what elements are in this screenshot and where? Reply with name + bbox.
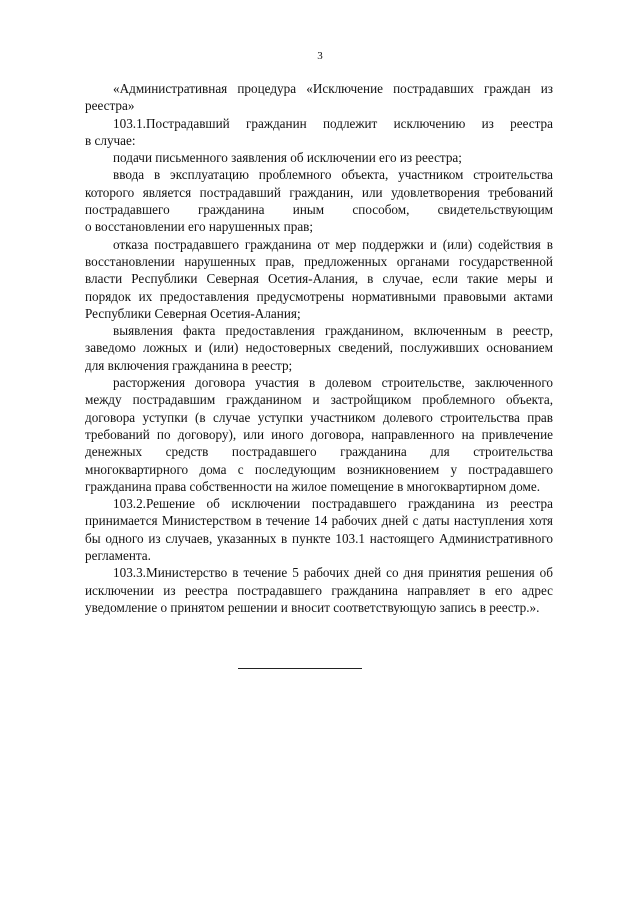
paragraph-line: 103.3.Министерство в течение 5 рабочих дней со дня принятия решения об [113,565,553,581]
paragraph-line: регламента. [85,548,151,564]
paragraph [85,80,553,115]
paragraph-line: для включения гражданина в реестр; [85,357,293,373]
paragraph-line: отказа пострадавшего гражданина от мер поддержки и (или) содействия в [113,236,553,252]
page-number: 3 [317,50,323,62]
paragraph-line: порядок их предоставления предусмотрены нормативными правовыми актами [85,288,553,304]
paragraph-line: реестра» [85,98,135,114]
paragraph-line: 103.1.Пострадавший гражданин подлежит исключению из реестра [113,115,553,131]
paragraph [85,149,553,166]
paragraph [85,236,553,322]
paragraph-line: 103.2.Решение об исключении пострадавшего гражданина из реестра [113,496,553,512]
paragraph [85,166,553,235]
paragraph-line: в случае: [85,132,136,148]
paragraph [85,495,553,564]
paragraph-line: ввода в эксплуатацию проблемного объекта, участником строительства [113,167,553,183]
paragraph-line: которого является пострадавший гражданин, или удовлетворения требований [85,184,553,200]
paragraph-line: подачи письменного заявления об исключении его из реестра; [113,150,462,166]
paragraph [85,564,553,616]
paragraph [85,374,553,495]
paragraph-line: принимается Министерством в течение 14 рабочих дней с даты наступления хотя [85,513,553,529]
document-body [85,80,553,616]
paragraph-line: денежных средств пострадавшего гражданина для строительства [85,444,553,460]
paragraph-line: расторжения договора участия в долевом строительстве, заключенного [113,375,553,391]
paragraph-line: бы одного из случаев, указанных в пункте 103.1 настоящего Административного [85,530,553,546]
paragraph-line: власти Республики Северная Осетия-Алания, в случае, если такие меры и [85,271,553,287]
paragraph [85,115,553,150]
paragraph-line: исключении из реестра пострадавшего гражданина направляет в его адрес [85,582,553,598]
paragraph-line: Республики Северная Осетия-Алания; [85,305,301,321]
paragraph-line: о восстановлении его нарушенных прав; [85,219,314,235]
paragraph-line: восстановлении нарушенных прав, предложенных органами государственной [85,253,553,269]
paragraph [85,322,553,374]
paragraph-line: «Административная процедура «Исключение пострадавших граждан из [113,81,553,96]
paragraph-line: многоквартирного дома с последующим возникновением у пострадавшего [85,461,553,477]
closing-divider [238,668,362,669]
paragraph-line: требований по договору), или иного договора, направленного на привлечение [85,426,553,442]
paragraph-line: договора уступки (в случае уступки участником долевого строительства прав [85,409,553,425]
paragraph-line: гражданина права собственности на жилое помещение в многоквартирном доме. [85,478,541,494]
paragraph-line: уведомление о принятом решении и вносит соответствующую запись в реестр.». [85,599,540,615]
paragraph-line: заведомо ложных и (или) недостоверных сведений, послуживших основанием [85,340,553,356]
paragraph-line: между пострадавшим гражданином и застройщиком проблемного объекта, [85,392,553,408]
paragraph-line: пострадавшего гражданина иным способом, свидетельствующим [85,202,553,218]
paragraph-line: выявления факта предоставления гражданином, включенным в реестр, [113,323,553,339]
